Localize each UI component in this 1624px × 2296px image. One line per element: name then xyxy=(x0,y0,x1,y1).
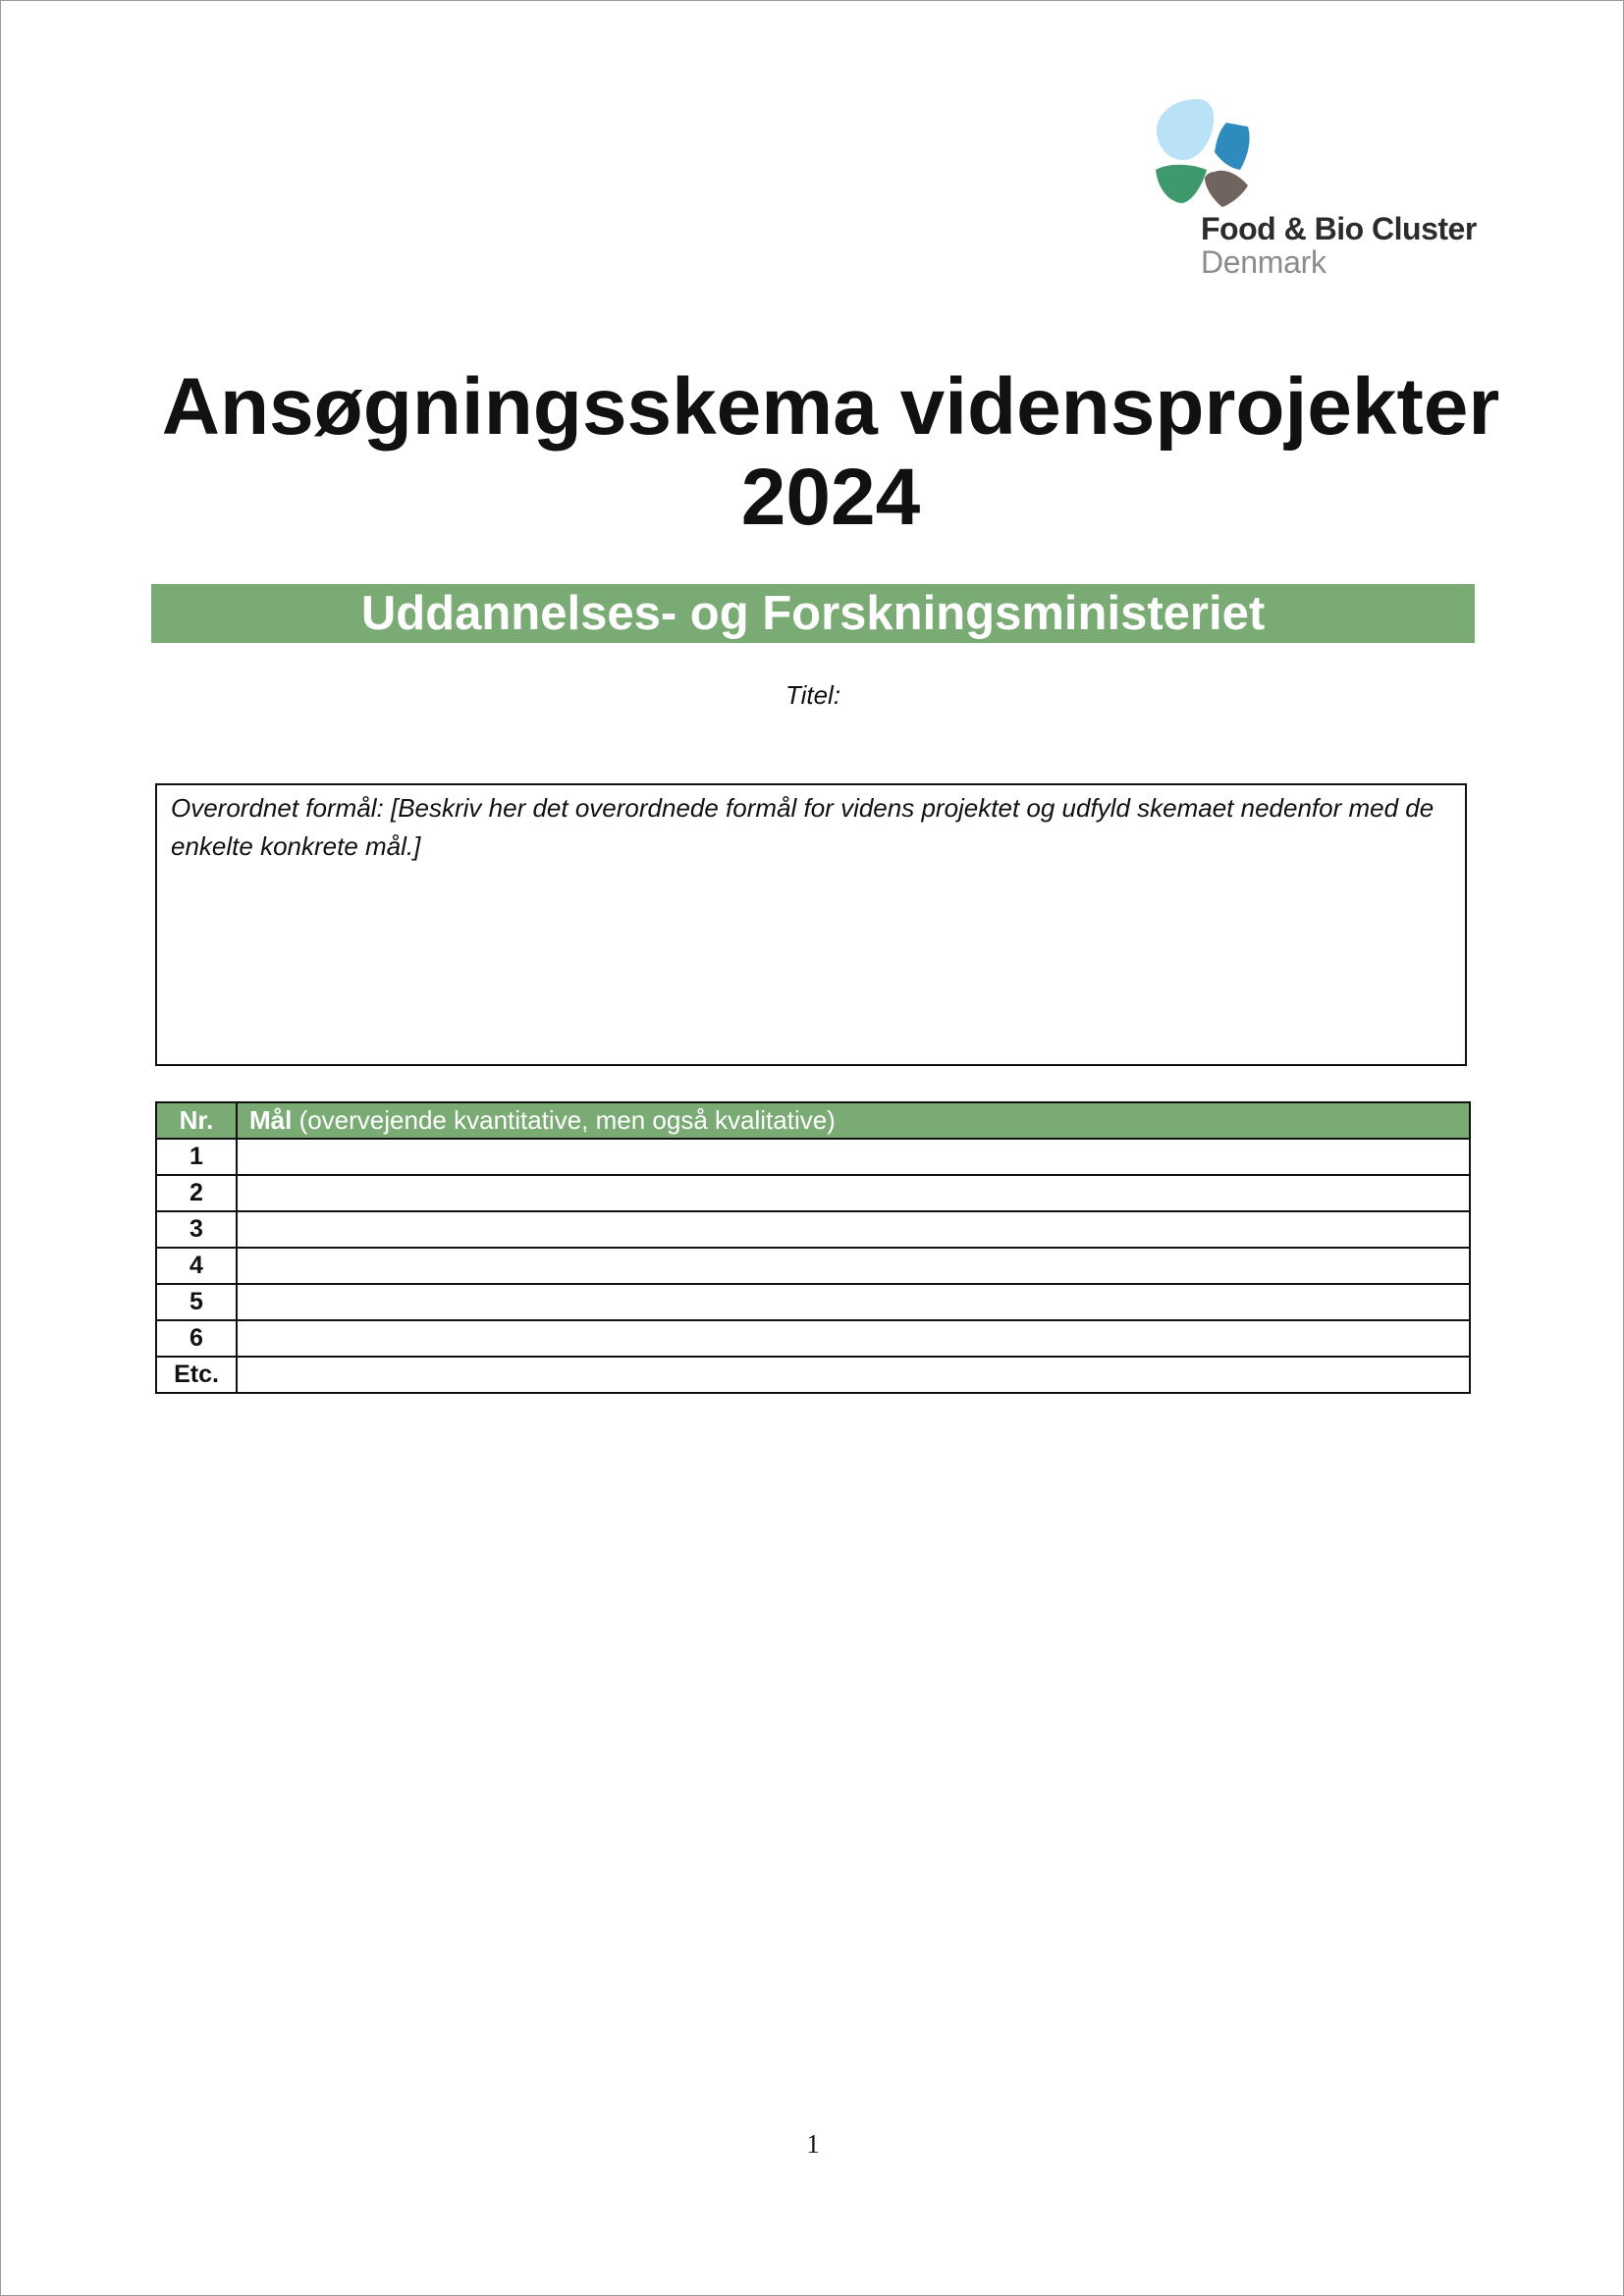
purpose-placeholder-text: Overordnet formål: [Beskriv her det overordnede formål for videns projektet og udfyld skemaet nedenfor med de enkelte konkrete mål.] xyxy=(171,793,1435,861)
goal-input-cell[interactable] xyxy=(237,1284,1470,1320)
table-row xyxy=(156,1248,1470,1284)
document-title-line2: 2024 xyxy=(740,453,921,542)
document-title-line1: Ansøgningsskema vidensprojekter xyxy=(161,362,1500,452)
goal-input-cell[interactable] xyxy=(237,1248,1470,1284)
titel-label: Titel: xyxy=(785,680,841,710)
column-header-nr: Nr. xyxy=(156,1102,237,1139)
goals-table-header-row xyxy=(156,1102,1470,1139)
table-row xyxy=(156,1357,1470,1393)
row-number: 1 xyxy=(156,1139,237,1175)
column-header-goal-bold: Mål xyxy=(249,1105,293,1135)
table-row xyxy=(156,1211,1470,1248)
cluster-logo-icon xyxy=(1150,95,1277,213)
column-header-goal-description: (overvejende kvantitative, men også kvalitative) xyxy=(292,1105,836,1135)
ministry-banner: Uddannelses- og Forskningsministeriet xyxy=(151,584,1475,643)
page-number: 1 xyxy=(806,2129,820,2159)
goals-table xyxy=(155,1101,1471,1394)
table-row xyxy=(156,1139,1470,1175)
goal-input-cell[interactable] xyxy=(237,1139,1470,1175)
table-row xyxy=(156,1284,1470,1320)
goal-input-cell[interactable] xyxy=(237,1320,1470,1357)
row-number: 3 xyxy=(156,1211,237,1248)
table-row xyxy=(156,1320,1470,1357)
goal-input-cell[interactable] xyxy=(237,1211,1470,1248)
logo-wordmark-line2: Denmark xyxy=(1201,244,1326,280)
column-header-goal xyxy=(237,1102,1470,1139)
document-title xyxy=(158,362,1503,543)
row-number: 5 xyxy=(156,1284,237,1320)
purpose-text-box[interactable] xyxy=(155,783,1467,1066)
table-row xyxy=(156,1175,1470,1211)
row-number: 6 xyxy=(156,1320,237,1357)
row-number: 2 xyxy=(156,1175,237,1211)
logo-wordmark-line1: Food & Bio Cluster xyxy=(1201,211,1477,246)
food-bio-cluster-logo xyxy=(1150,95,1477,292)
row-number: Etc. xyxy=(156,1357,237,1393)
goal-input-cell[interactable] xyxy=(237,1175,1470,1211)
goal-input-cell[interactable] xyxy=(237,1357,1470,1393)
row-number: 4 xyxy=(156,1248,237,1284)
